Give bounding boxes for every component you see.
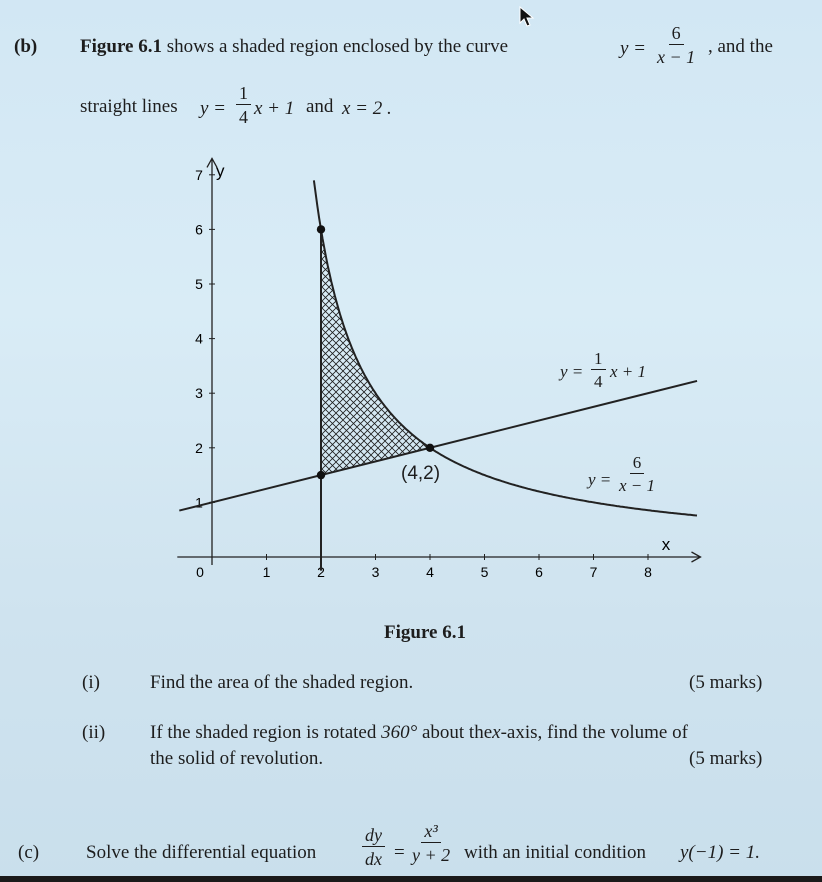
straight-lines-text: straight lines	[80, 96, 178, 117]
y-tick-label: 2	[195, 439, 203, 456]
y-tick-label: 5	[195, 276, 203, 292]
x-equals-2: x = 2 .	[342, 98, 392, 119]
line-eq-denominator: 4	[239, 107, 248, 127]
part-c-text-a: Solve the differential equation	[86, 842, 317, 863]
y-axis-label: y	[216, 161, 225, 181]
shaded-region	[321, 229, 430, 475]
y-tick-label: 6	[195, 221, 203, 238]
and-word: and	[306, 96, 334, 117]
fig-line-eq-lhs: y =	[560, 362, 584, 381]
curve-eq-numerator: 6	[669, 24, 684, 45]
question-ii-marks: (5 marks)	[689, 748, 763, 769]
figure-caption: Figure 6.1	[384, 622, 466, 643]
question-ii-line-2: the solid of revolution.	[150, 748, 324, 769]
intersection-label: (4,2)	[401, 463, 441, 484]
part-c-label: (c)	[18, 842, 40, 863]
dy-dx-fraction	[362, 826, 385, 868]
x-tick-label: 2	[317, 564, 325, 580]
x-tick-label: 8	[644, 564, 652, 580]
question-ii-number: (ii)	[82, 722, 106, 743]
part-b-label: (b)	[14, 36, 38, 57]
question-i-number: (i)	[82, 672, 100, 693]
line-eq-numerator: 1	[236, 84, 251, 105]
highlight-point	[426, 444, 434, 452]
fig-curve-eq-lhs: y =	[588, 470, 612, 489]
dy: dy	[362, 826, 385, 847]
curve-eq-lhs: y =	[620, 38, 647, 59]
highlight-point	[317, 471, 325, 479]
initial-condition: y(−1) = 1.	[680, 842, 760, 863]
fig-curve-eq-numerator: 6	[630, 454, 645, 474]
y-tick-label: 3	[195, 385, 203, 402]
x-variable: x	[492, 722, 501, 743]
and-the-text: , and the	[708, 36, 773, 57]
x-tick-label: 3	[371, 564, 380, 580]
x-tick-label: 5	[480, 564, 489, 580]
dx: dx	[365, 849, 382, 869]
fig-line-eq-rest: x + 1	[610, 362, 647, 381]
intro-text: shows a shaded region enclosed by the curve	[166, 36, 509, 57]
equals-sign: =	[394, 842, 405, 863]
fig-curve-eq-denominator: x − 1	[619, 476, 656, 495]
question-ii-text-b: about the	[421, 722, 493, 743]
line-eq-lhs: y =	[200, 98, 227, 119]
x-tick-label: 1	[262, 564, 271, 580]
y-tick-label: 4	[195, 330, 203, 347]
bottom-edge	[0, 876, 822, 882]
rhs-numerator: x³	[421, 822, 440, 843]
question-i-marks: (5 marks)	[689, 672, 763, 693]
question-i-text: Find the area of the shaded region.	[150, 672, 414, 693]
fig-curve-eq-fraction	[619, 454, 655, 494]
fig-line-eq-fraction	[591, 350, 606, 390]
x-tick-label: 4	[426, 564, 434, 580]
part-c-text-b: with an initial condition	[464, 842, 647, 863]
rhs-fraction	[412, 822, 450, 864]
question-ii-text-a: If the shaded region is rotated	[150, 722, 377, 743]
fig-line-eq-denominator: 4	[594, 372, 603, 391]
highlight-point	[317, 225, 325, 233]
rhs-denominator: y + 2	[412, 845, 451, 865]
rotation-angle: 360°	[381, 722, 418, 743]
x-tick-label: 7	[589, 564, 598, 580]
figure-reference: Figure 6.1	[80, 36, 162, 57]
curve-eq-denominator: x − 1	[657, 47, 696, 67]
question-ii-text-c: -axis, find the volume of	[500, 722, 688, 743]
fig-line-eq-numerator: 1	[591, 350, 606, 370]
line-eq-rest: x + 1	[254, 98, 295, 119]
x-tick-label: 6	[535, 564, 543, 580]
y-tick-label: 7	[195, 166, 203, 183]
x-axis-label: x	[661, 535, 671, 554]
question-ii-line-1	[150, 722, 688, 744]
y-tick-label: 1	[195, 494, 203, 511]
x-tick-label: 0	[196, 564, 204, 580]
